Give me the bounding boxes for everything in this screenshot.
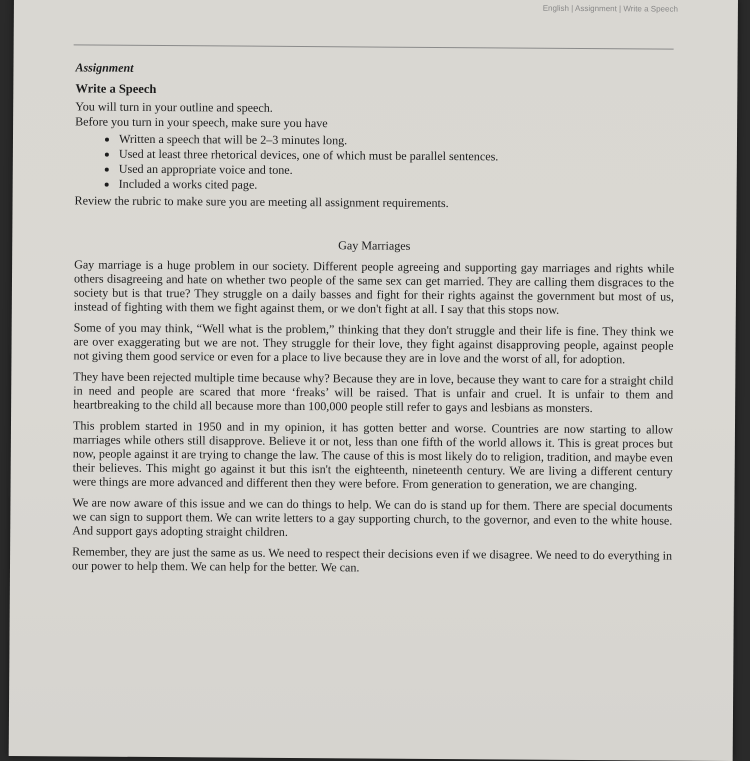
speech-paragraph: We are now aware of this issue and we can do things to help. We can do is stand up for them. There are special documents we can sign to support them. We can write letters to a gay supporting church, to the governor, and even to the white house. And support gays adopting straight children. [72,495,673,539]
requirements-list [75,131,675,195]
speech-paragraph: Some of you may think, “Well what is the problem,” thinking that they don't struggle and their life is fine. They think we are over exaggerating but we are not. They struggle for their love, they fight against disapproving people, against people not giving them good service or even for a place to live because they are in love and the worst of all, for adoption. [73,320,674,367]
intro-line-1: You will turn in your outline and speech. [75,99,273,115]
document-page [9,0,738,761]
breadcrumb: English | Assignment | Write a Speech [542,3,678,14]
speech-paragraph: This problem started in 1950 and in my opinion, it has gotten better and worse. Countries are now starting to allow marriages while others still disapprove. Believe it or not, less than one fifth of the world allows it. This is great proces but now, people against it are trying to change the law. The cause of this is most likely do to religion, tradition, and maybe even their believes. This might go against it but this isn't the eighteenth, nineteenth century. We are living a different century were things are more advanced and different then they were before. From generation to generation, we are changing. [72,418,674,493]
review-note: Review the rubric to make sure you are meeting all assignment requirements. [74,193,449,211]
speech-paragraph: Gay marriage is a huge problem in our society. Different people agreeing and supporting gay marriages and rights while others disagreeing and hate on whether two people of the same sex can get married. They are calling them disgraces to the society but is that true? They struggle on a daily basses and fight for their rights against the government but most of us, instead of fighting with them we fight against them, or we don't fight at all. I say that this stops now. [73,257,675,317]
speech-paragraph: Remember, they are just the same as us. We need to respect their decisions even if we disagree. We need to do everything in our power to help them. We can help for the better. We can. [71,544,673,575]
requirement-item: • Used at least three rhetorical devices, one of which must be parallel sentences. [119,147,675,166]
requirement-item: • Written a speech that will be 2–3 minutes long. [119,132,675,151]
speech-title: Gay Marriages [338,238,411,253]
header-divider [74,44,674,49]
assignment-label: Assignment [75,60,134,75]
document-content [72,60,676,583]
speech-paragraph: They have been rejected multiple time because why? Because they are in love, because they want to care for a straight child in need and people are scared that more ‘freaks’ will be raised. That is unfair and cruel. It is unfair to them and heartbreaking to the child all because more than 100,000 people still refer to gays and lesbians as monsters. [73,369,674,416]
requirement-item: • Included a works cited page. [119,177,675,196]
intro-line-2: Before you turn in your speech, make sure you have [75,114,328,131]
requirement-item: • Used an appropriate voice and tone. [119,162,675,181]
assignment-title: Write a Speech [75,81,157,96]
